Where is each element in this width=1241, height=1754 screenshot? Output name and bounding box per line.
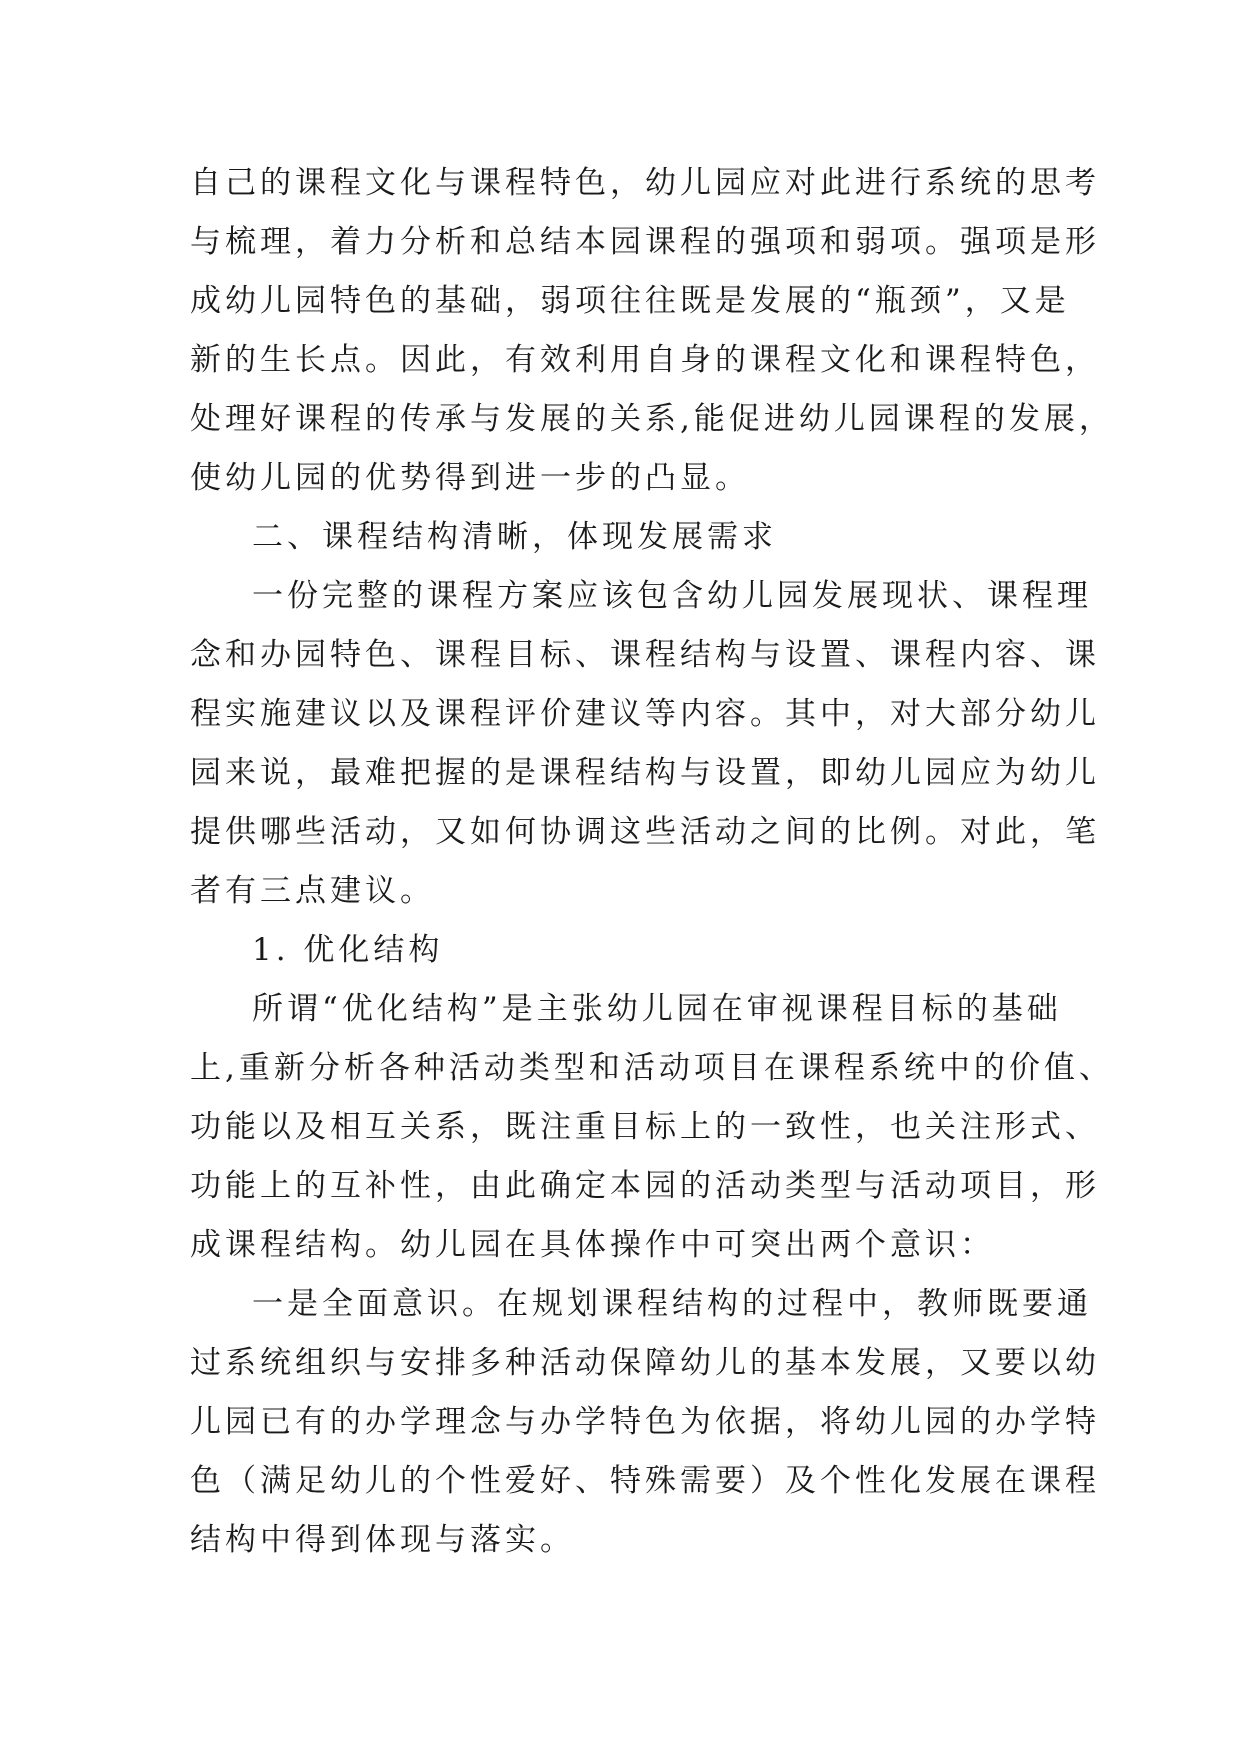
text-line: 过系统组织与安排多种活动保障幼儿的基本发展，又要以幼	[190, 1345, 1100, 1381]
text-line: 提供哪些活动，又如何协调这些活动之间的比例。对此，笔	[190, 814, 1100, 850]
text-line: 色（满足幼儿的个性爱好、特殊需要）及个性化发展在课程	[190, 1463, 1100, 1499]
text-line: 成课程结构。幼儿园在具体操作中可突出两个意识：	[190, 1227, 995, 1263]
paragraph-comprehensive-awareness	[190, 1275, 1100, 1570]
section-heading-course-structure	[190, 508, 1062, 567]
text-line: 成幼儿园特色的基础，弱项往往既是发展的“瓶颈”，又是	[190, 283, 1070, 319]
paragraph-optimize-structure	[190, 980, 1114, 1275]
text-line: 与梳理，着力分析和总结本园课程的强项和弱项。强项是形	[190, 224, 1100, 260]
text-line: 上,重新分析各种活动类型和活动项目在课程系统中的价值、	[190, 1050, 1114, 1086]
text-line: 儿园已有的办学理念与办学特色为依据，将幼儿园的办学特	[190, 1404, 1100, 1440]
text-line: 一是全面意识。在规划课程结构的过程中，教师既要通	[252, 1286, 1092, 1322]
text-line: 一份完整的课程方案应该包含幼儿园发展现状、课程理	[252, 578, 1092, 614]
text-line: 园来说，最难把握的是课程结构与设置，即幼儿园应为幼儿	[190, 755, 1100, 791]
text-line: 结构中得到体现与落实。	[190, 1522, 575, 1558]
heading-text: 二、课程结构清晰，体现发展需求	[252, 519, 777, 555]
text-line: 念和办园特色、课程目标、课程结构与设置、课程内容、课	[190, 637, 1100, 673]
text-line: 使幼儿园的优势得到进一步的凸显。	[190, 460, 750, 496]
text-line: 新的生长点。因此，有效利用自身的课程文化和课程特色，	[190, 342, 1100, 378]
text-line: 自己的课程文化与课程特色，幼儿园应对此进行系统的思考	[190, 165, 1100, 201]
text-line: 者有三点建议。	[190, 873, 435, 909]
text-line: 功能上的互补性，由此确定本园的活动类型与活动项目，形	[190, 1168, 1100, 1204]
paragraph-course-culture	[190, 154, 1114, 508]
heading-text: 1. 优化结构	[252, 932, 444, 968]
paragraph-course-plan	[190, 567, 1100, 921]
subheading-optimize-structure	[190, 921, 1062, 980]
text-line: 所谓“优化结构”是主张幼儿园在审视课程目标的基础	[252, 991, 1062, 1027]
document-body	[190, 154, 1114, 1570]
text-line: 程实施建议以及课程评价建议等内容。其中，对大部分幼儿	[190, 696, 1100, 732]
text-line: 处理好课程的传承与发展的关系,能促进幼儿园课程的发展，	[190, 401, 1114, 437]
text-line: 功能以及相互关系，既注重目标上的一致性，也关注形式、	[190, 1109, 1100, 1145]
